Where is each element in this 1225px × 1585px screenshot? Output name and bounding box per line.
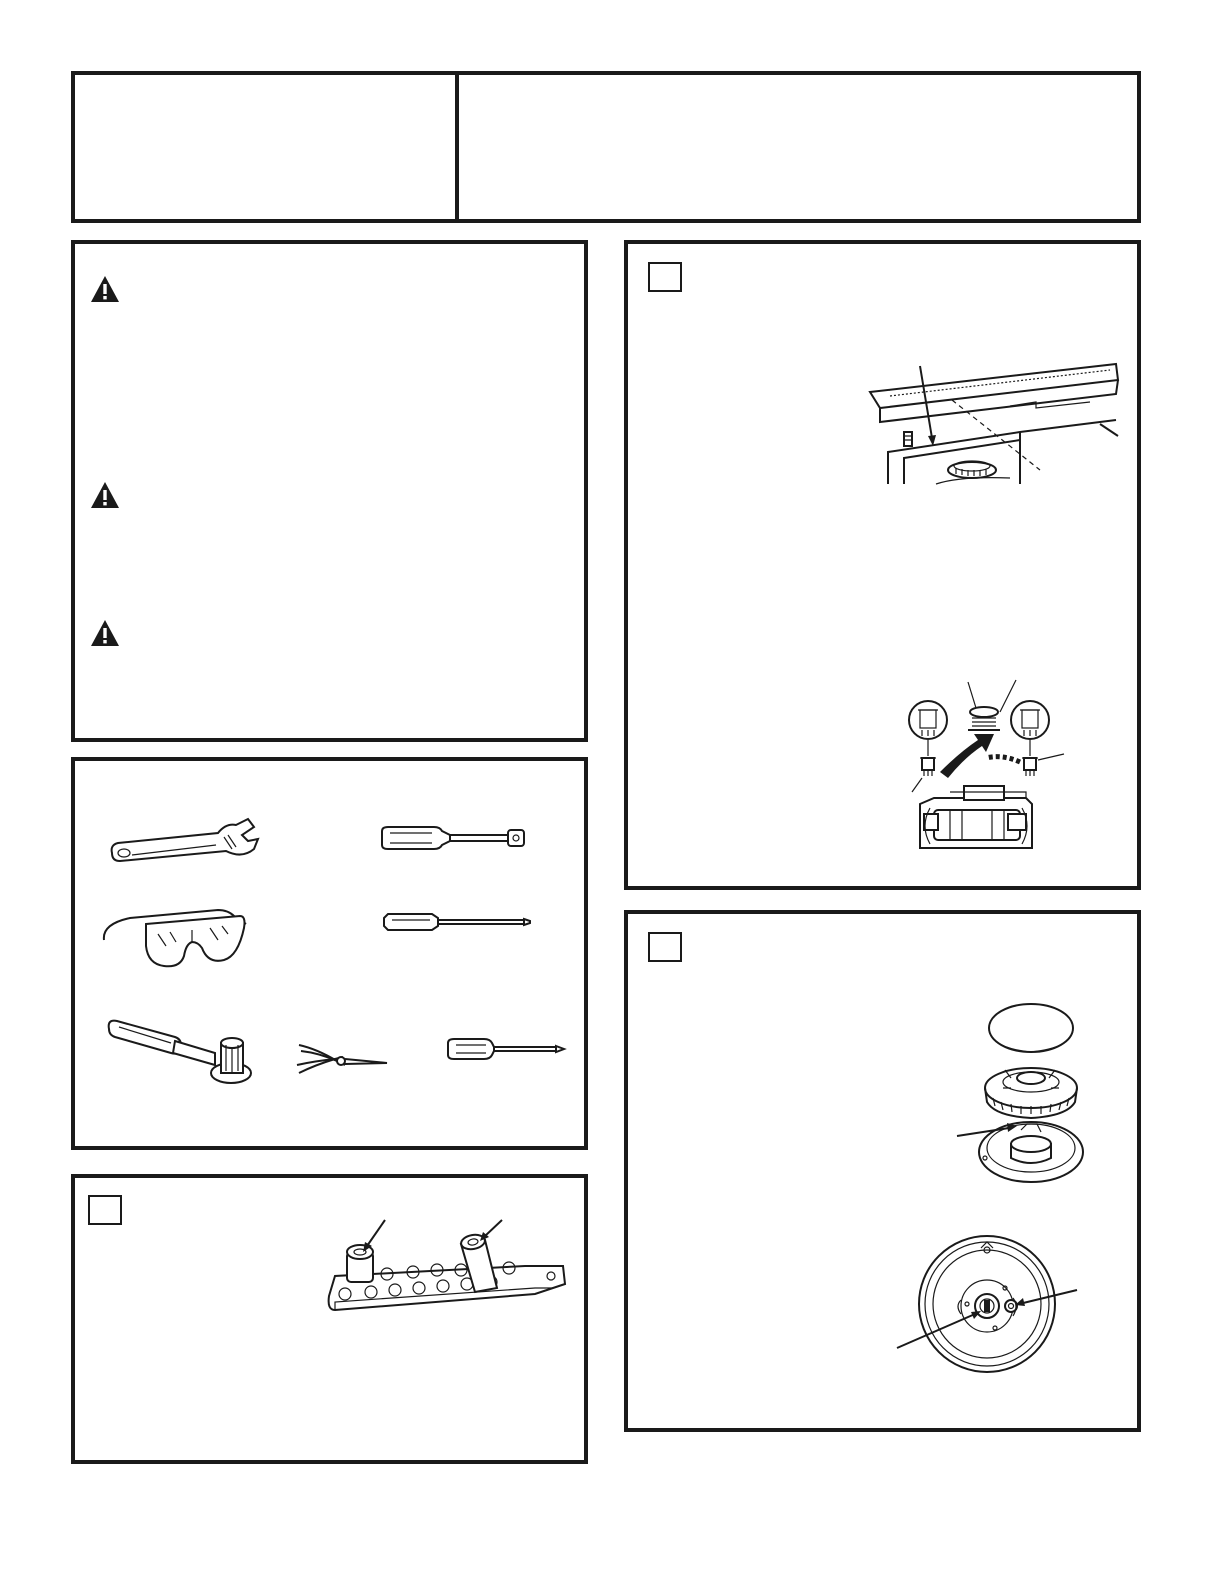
header-box xyxy=(71,71,1141,223)
adjustable-wrench-icon xyxy=(108,815,258,865)
cooktop-trim-icon xyxy=(860,360,1120,485)
nut-driver-icon xyxy=(380,825,530,851)
warning-panel xyxy=(71,240,588,742)
valve-conversion-icon xyxy=(890,678,1075,858)
warning-triangle-icon xyxy=(90,275,120,303)
step-number-box xyxy=(648,262,682,292)
needle-nose-pliers-icon xyxy=(295,1043,390,1079)
safety-glasses-icon xyxy=(100,902,250,972)
step-number-box xyxy=(88,1195,122,1225)
orifice-holder-icon xyxy=(325,1218,570,1318)
warning-triangle-icon xyxy=(90,619,120,647)
burner-assembly-icon xyxy=(955,1002,1090,1192)
burner-base-top-view-icon xyxy=(895,1230,1080,1375)
header-divider xyxy=(455,71,459,223)
flat-screwdriver-icon xyxy=(382,910,532,934)
phillips-screwdriver-icon xyxy=(446,1037,566,1061)
ratchet-wrench-icon xyxy=(105,1015,255,1085)
step-number-box xyxy=(648,932,682,962)
warning-triangle-icon xyxy=(90,481,120,509)
